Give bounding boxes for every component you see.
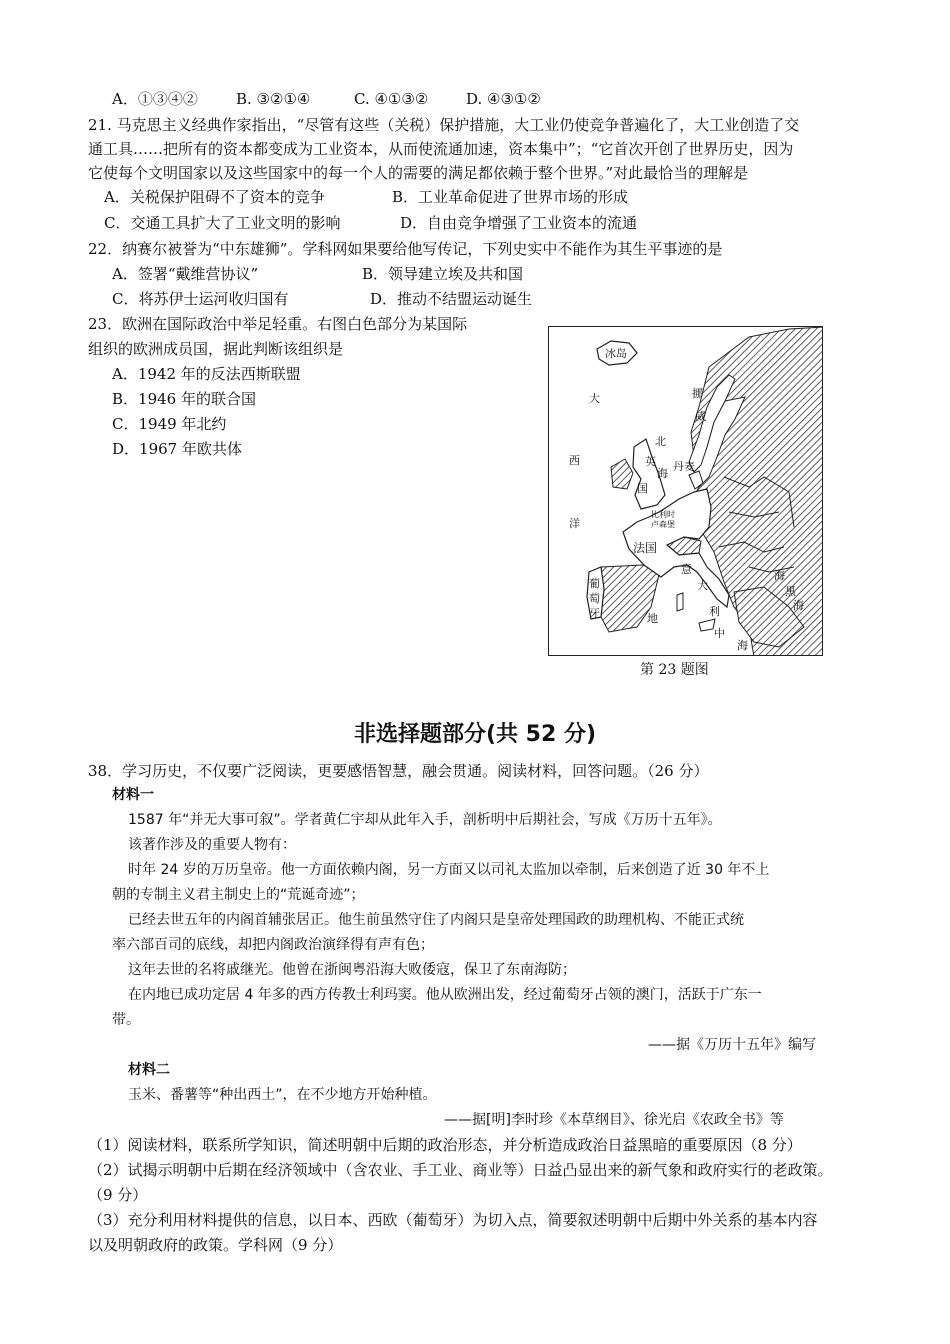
q21-option-b: B．工业革命促进了世界市场的形成: [392, 188, 629, 206]
q38-question-2-score: （9 分）: [88, 1186, 148, 1204]
q23-option-b: B．1946 年的联合国: [112, 390, 256, 408]
q21-stem-line1: 21. 马克思主义经典作家指出，“尽管有这些（关税）保护措施，大工业仍使竞争普遍化了，大工业创造了交: [88, 116, 800, 134]
map-label-da2: 大: [697, 579, 708, 592]
q22-option-a: A．签署“戴维营协议”: [112, 265, 259, 283]
q21-option-c: C．交通工具扩大了工业文明的影响: [104, 214, 341, 232]
q22-option-b: B．领导建立埃及共和国: [362, 265, 524, 283]
map-label-iceland: 冰岛: [605, 347, 627, 360]
q38-stem: 38．学习历史，不仅要广泛阅读，更要感悟智慧，融会贯通。阅读材料，回答问题。（26 分）: [88, 762, 709, 780]
map-label-pu: 葡: [589, 577, 600, 590]
material1-line2: 该著作涉及的重要人物有：: [128, 837, 296, 853]
material1-line7: 这年去世的名将戚继光。他曾在浙闽粤沿海大败倭寇，保卫了东南海防；: [128, 962, 576, 978]
map-label-denmark: 丹麦: [673, 460, 695, 473]
map-label-wei: 威: [695, 410, 706, 423]
q38-question-3: （3）充分利用材料提供的信息，以日本、西欧（葡萄牙）为切入点，简要叙述明朝中后期中外关系的基本内容: [88, 1211, 818, 1229]
q23-option-d: D．1967 年欧共体: [112, 440, 242, 458]
q20-option-a: A．①③④②: [112, 90, 198, 108]
map-label-xi: 西: [569, 454, 580, 467]
q23-stem-line2: 组织的欧洲成员国，据此判断该组织是: [88, 340, 344, 358]
map-label-france: 法国: [633, 541, 658, 555]
map-label-bei: 北: [655, 435, 666, 448]
map-label-hai: 海: [657, 467, 668, 480]
map-label-black-sea-1: 海: [774, 569, 785, 582]
map-label-zhong: 中: [714, 627, 725, 640]
material2-source: ——据[明]李时珍《本草纲目》、徐光启《农政全书》等: [444, 1112, 784, 1128]
material2-line: 玉米、番薯等“种出西土”，在不少地方开始种植。: [128, 1087, 437, 1103]
map-label-black-sea-3: 海: [793, 599, 804, 612]
section-title: 非选择题部分(共 52 分): [353, 722, 597, 747]
q21-option-a: A．关税保护阻碍不了资本的竞争: [104, 188, 325, 206]
map-label-hai2: 海: [737, 639, 748, 652]
q23-option-c: C．1949 年北约: [112, 415, 227, 433]
material1-line1: 1587 年“并无大事可叙”。学者黄仁宇却从此年入手，剖析明中后期社会，写成《万历十五年》。: [128, 812, 722, 828]
map-label-luxembourg: 卢森堡: [651, 520, 675, 529]
sardinia-shape: [677, 593, 683, 611]
q21-stem-line3: 它使每个文明国家以及这些国家中的每一个人的需要的满足都依赖于整个世界。”对此最恰当的理解是: [88, 164, 749, 182]
hatched-region-ireland: [611, 459, 633, 489]
material1-line5: 已经去世五年的内阁首辅张居正。他生前虽然守住了内阁只是皇帝处理国政的助理机构、不能正式统: [128, 912, 744, 928]
q38-question-1: （1）阅读材料，联系所学知识，简述明朝中后期的政治形态，并分析造成政治日益黑暗的重要原因（8 分）: [88, 1136, 802, 1154]
map-label-nuo: 挪: [692, 387, 703, 400]
q38-question-2: （2）试揭示明朝中后期在经济领域中（含农业、手工业、商业等）日益凸显出来的新气象和政府实行的老政策。: [88, 1161, 833, 1179]
map-label-di: 地: [647, 612, 658, 625]
material1-line8: 在内地已成功定居 4 年多的西方传教士利玛窦。他从欧洲出发，经过葡萄牙占领的澳门，活跃于广东一: [128, 987, 762, 1003]
europe-map: [548, 326, 823, 656]
map-label-ya: 牙: [589, 607, 600, 620]
q20-option-b: B. ③②①④: [236, 90, 311, 108]
q22-option-c: C．将苏伊士运河收归国有: [112, 290, 289, 308]
material1-line3: 时年 24 岁的万历皇帝。他一方面依赖内阁，另一方面又以司礼太监加以牵制，后来创造了近 30 年不上: [128, 862, 770, 878]
material1-line9: 带。: [112, 1012, 140, 1028]
q23-option-a: A．1942 年的反法西斯联盟: [112, 365, 301, 383]
map-label-tao: 萄: [589, 592, 600, 605]
q22-option-d: D．推动不结盟运动诞生: [370, 290, 533, 308]
map-label-yi: 意: [681, 563, 692, 576]
q22-stem: 22．纳赛尔被誉为“中东雄狮”。学科网如果要给他写传记，下列史实中不能作为其生平事迹的是: [88, 240, 723, 258]
map-label-ying: 英: [645, 455, 656, 468]
map-label-belgium: 比利时: [651, 510, 675, 519]
europe-map-svg: [549, 327, 823, 656]
q20-option-d: D. ④③①②: [466, 90, 541, 108]
map-label-black-sea-2: 黑: [785, 585, 796, 598]
material1-line4: 朝的专制主义君主制史上的“荒诞奇迹”；: [112, 887, 365, 903]
material1-source: ——据《万历十五年》编写: [648, 1037, 816, 1053]
q20-option-c: C. ④①③②: [354, 90, 429, 108]
map-label-yang: 洋: [569, 517, 580, 530]
map-label-da: 大: [589, 392, 600, 405]
q38-question-3-cont: 以及明朝政府的政策。学科网（9 分）: [88, 1236, 343, 1254]
map-label-li: 利: [709, 605, 720, 618]
q23-stem-line1: 23．欧洲在国际政治中举足轻重。右图白色部分为某国际: [88, 315, 468, 333]
material1-line6: 率六部百司的底线，却把内阁政治演绎得有声有色；: [112, 937, 434, 953]
sicily-shape: [699, 619, 715, 631]
q21-stem-line2: 通工具……把所有的资本都变成为工业资本，从而使流通加速，资本集中”；“它首次开创了世界历史，因为: [88, 140, 794, 158]
map-caption: 第 23 题图: [640, 662, 709, 678]
material1-title: 材料一: [112, 787, 154, 803]
map-label-guo: 国: [637, 482, 648, 495]
q21-option-d: D．自由竞争增强了工业资本的流通: [400, 214, 638, 232]
material2-title: 材料二: [128, 1062, 170, 1078]
